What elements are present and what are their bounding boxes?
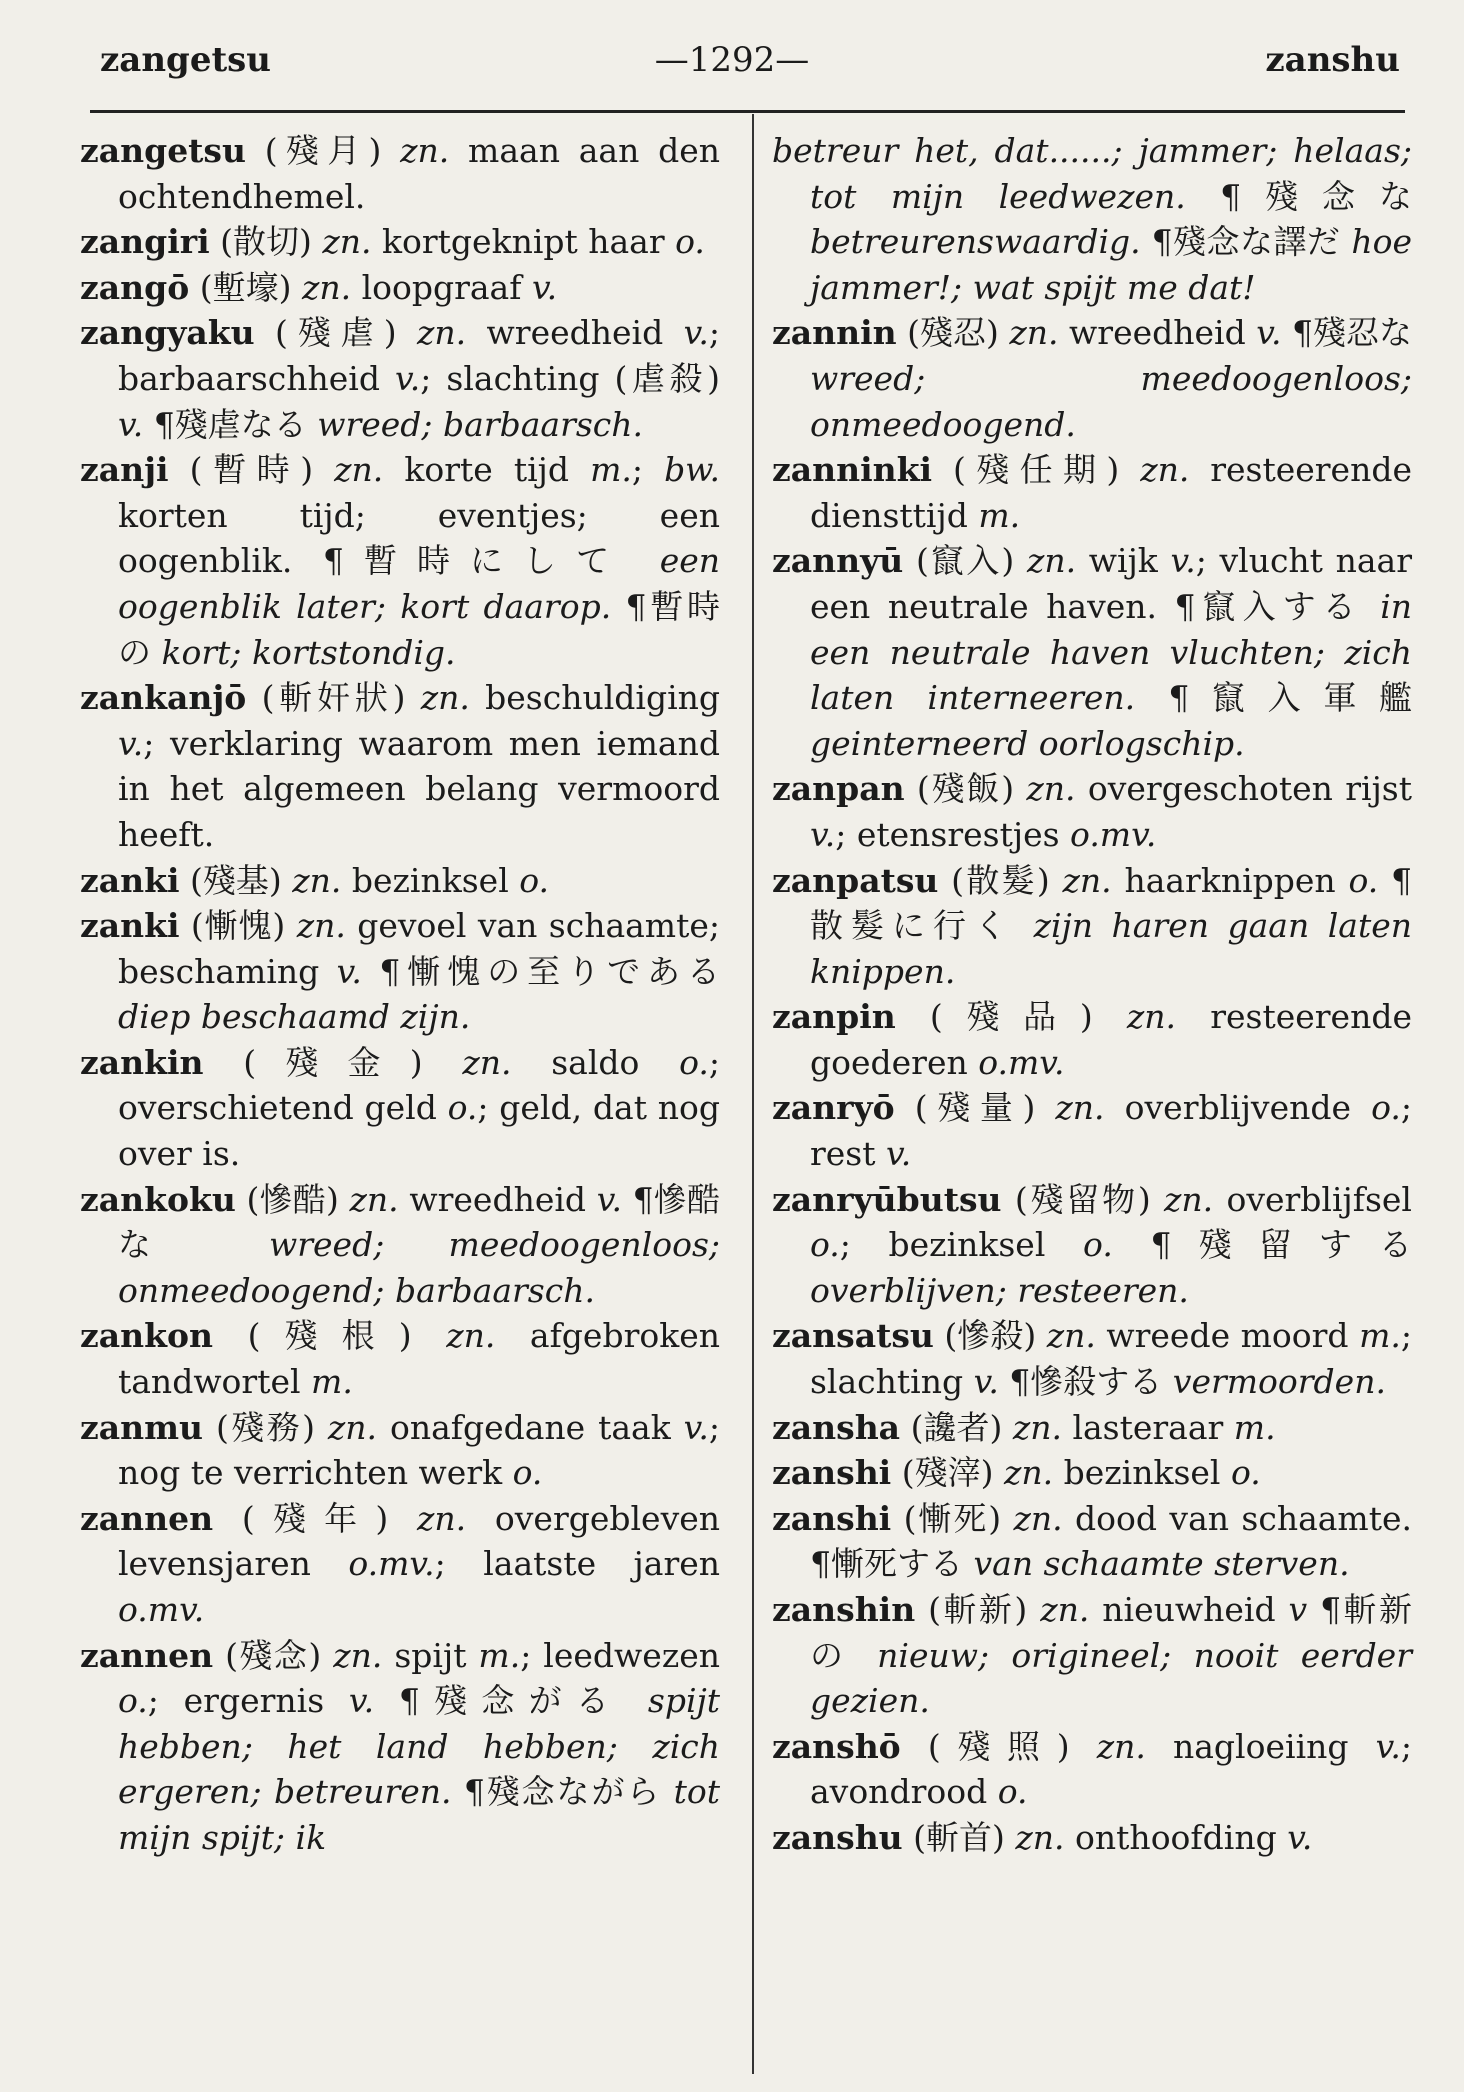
italic-gloss: een oogenblik later; kort daarop. [118, 541, 720, 626]
dictionary-entry [772, 858, 1412, 995]
italic-gloss: zn. [322, 222, 372, 262]
italic-gloss: nieuw; origineel; nooit eerder gezien. [810, 1635, 1412, 1721]
italic-gloss: zn. [1096, 1726, 1146, 1766]
italic-gloss: zn. [1140, 450, 1190, 490]
headword: zangyaku [80, 313, 255, 353]
gloss-text: ¶竄入軍艦 [1135, 678, 1412, 718]
italic-gloss: zn. [333, 1635, 383, 1675]
italic-gloss: v. [1375, 1726, 1401, 1766]
italic-gloss: v. [1256, 313, 1282, 353]
gloss-text: bezinksel [1053, 1453, 1231, 1493]
dictionary-entry [80, 219, 720, 265]
gloss-text: ; slachting (虐殺) [420, 358, 720, 398]
headword: zankin [80, 1042, 204, 1082]
italic-gloss: zn. [420, 678, 470, 718]
italic-gloss: zn. [327, 1407, 378, 1447]
italic-gloss: o.mv. [118, 1590, 205, 1629]
gloss-text: overblijvende [1104, 1088, 1372, 1128]
gloss-text: ; bezinksel [839, 1225, 1084, 1265]
italic-gloss: zn. [1062, 860, 1112, 900]
headword: zanpin [772, 997, 896, 1037]
gloss-text: (殘月) [246, 131, 401, 170]
italic-gloss: betreur het, dat......; jammer; helaas; tot mijn leedwezen. [772, 131, 1412, 216]
italic-gloss: o. [675, 222, 705, 262]
italic-gloss: diep beschaamd zijn. [118, 997, 471, 1037]
gloss-text: (殘根) [212, 1316, 447, 1356]
gloss-text: (殘照) [900, 1726, 1097, 1766]
gloss-text: (慚死) [891, 1498, 1014, 1538]
gloss-text: nieuwheid [1089, 1590, 1289, 1629]
gloss-text: ; slachting [810, 1316, 1412, 1402]
italic-gloss: o. [118, 1681, 148, 1721]
gloss-text: (慘殺) [933, 1316, 1047, 1356]
gloss-text: ¶慘殺する [998, 1362, 1173, 1402]
italic-gloss: v. [596, 1179, 622, 1219]
gloss-text: ¶斬新の [810, 1590, 1412, 1675]
gloss-text: (殘滓) [891, 1453, 1004, 1493]
italic-gloss: o.mv. [348, 1544, 435, 1584]
italic-gloss: zn. [1003, 1453, 1054, 1493]
headword: zansha [772, 1407, 901, 1447]
gloss-text: ; laatste jaren [434, 1544, 721, 1584]
italic-gloss: v. [1287, 1817, 1313, 1857]
headword: zangiri [80, 222, 210, 262]
running-head-right: zanshu [1265, 40, 1400, 80]
gloss-text: ¶慚愧の至りである [361, 951, 720, 991]
gloss-text: maan aan den ochtendhemel. [118, 131, 720, 216]
headword: zanshin [772, 1590, 916, 1629]
dictionary-entry [772, 1313, 1412, 1404]
italic-gloss: wreed; barbaarsch. [317, 404, 643, 444]
headword: zannen [80, 1498, 214, 1538]
gloss-text: ; ergernis [147, 1681, 349, 1721]
gloss-text: (散髮) [938, 860, 1063, 900]
gloss-text: (慘酷) [235, 1179, 350, 1219]
running-head-left: zangetsu [100, 40, 272, 80]
italic-gloss: o. [447, 1088, 478, 1128]
italic-gloss: overblijven; resteeren. [810, 1270, 1189, 1310]
italic-gloss: v. [118, 723, 144, 763]
headword: zanshu [772, 1817, 903, 1857]
gloss-text: onthoofding [1064, 1817, 1288, 1857]
gloss-text: (讒者) [900, 1407, 1013, 1447]
gloss-text: (殘務) [203, 1407, 328, 1447]
headword: zanji [80, 450, 169, 490]
gloss-text: (斬首) [902, 1817, 1016, 1857]
column-divider [752, 114, 754, 2074]
gloss-text: ; barbaarschheid [118, 313, 720, 398]
dictionary-entry [772, 310, 1412, 447]
gloss-text: kortgeknipt haar [371, 222, 676, 262]
dictionary-entry [80, 310, 720, 447]
italic-gloss: m. [478, 1635, 521, 1675]
gloss-text: (殘忍) [896, 313, 1010, 353]
dictionary-entry [772, 1405, 1412, 1451]
headword: zannyū [772, 541, 904, 581]
gloss-text: ¶殘念ながら [451, 1772, 674, 1812]
italic-gloss: zn. [292, 860, 342, 900]
dictionary-entry [80, 1405, 720, 1496]
italic-gloss: o. [810, 1225, 840, 1265]
italic-gloss: zn. [462, 1042, 512, 1082]
italic-gloss: zn. [1046, 1316, 1096, 1356]
headword: zanpatsu [772, 860, 939, 900]
italic-gloss: wreed; meedoogenloos; onmeedoogend; barbaarsch. [118, 1225, 720, 1310]
dictionary-entry [80, 675, 720, 857]
italic-gloss: v. [336, 951, 362, 991]
dictionary-entry [772, 1724, 1412, 1815]
italic-gloss: zn. [1026, 769, 1076, 809]
gloss-text: resteerende goederen [810, 997, 1412, 1082]
gloss-text: (殘任期) [932, 450, 1141, 490]
italic-gloss: v. [1170, 541, 1196, 581]
gloss-text: ¶殘念な [1185, 176, 1412, 216]
italic-gloss: spijt hebben; het land hebben; zich ergeren; betreuren. [118, 1681, 720, 1812]
italic-gloss: v. [348, 1681, 375, 1721]
gloss-text: ; overschietend geld [118, 1042, 721, 1128]
gloss-text: beschuldiging [469, 678, 720, 718]
italic-gloss: o. [519, 860, 550, 900]
gloss-text: (斬奸狀) [246, 678, 421, 718]
gloss-text: saldo [511, 1042, 680, 1082]
dictionary-entry [80, 1177, 720, 1314]
gloss-text: (殘飯) [904, 769, 1027, 809]
dictionary-entry [772, 1815, 1412, 1861]
dictionary-entry [80, 128, 720, 219]
gloss-text: lasteraar [1061, 1407, 1234, 1447]
dictionary-entry [772, 128, 1412, 310]
italic-gloss: o.mv. [978, 1042, 1065, 1082]
headword: zannin [772, 313, 897, 353]
gloss-text: overgeschoten rijst [1075, 769, 1412, 809]
gloss-text: (斬新) [915, 1590, 1041, 1629]
gloss-text: haarknippen [1111, 860, 1349, 900]
header-rule [90, 110, 1405, 113]
gloss-text: ¶殘忍な [1281, 313, 1412, 353]
gloss-text: loopgraaf [351, 267, 532, 307]
dictionary-entry [80, 1633, 720, 1861]
gloss-text: ; vlucht naar een neutrale haven. ¶竄入する [810, 541, 1412, 626]
italic-gloss: zn. [1012, 1407, 1062, 1447]
italic-gloss: zn. [296, 906, 346, 946]
italic-gloss: zn. [1040, 1590, 1090, 1629]
gloss-text: overgebleven levensjaren [118, 1498, 721, 1584]
gloss-text: ¶殘留する [1112, 1225, 1412, 1265]
italic-gloss: zn. [1164, 1179, 1214, 1219]
dictionary-entry [772, 766, 1412, 857]
italic-gloss: zn. [400, 131, 450, 170]
gloss-text: ; nog te verrichten werk [118, 1407, 720, 1493]
headword: zankoku [80, 1179, 236, 1219]
dictionary-entry [772, 1450, 1412, 1496]
headword: zanshi [772, 1453, 892, 1493]
gloss-text: overblijfsel [1213, 1179, 1412, 1219]
gloss-text: nagloeiing [1145, 1726, 1376, 1766]
gloss-text: (殘品) [895, 997, 1127, 1037]
italic-gloss: van schaamte sterven. [973, 1544, 1350, 1584]
headword: zanki [80, 906, 180, 946]
italic-gloss: tot mijn spijt; ik [118, 1772, 720, 1857]
italic-gloss: v. [886, 1134, 912, 1174]
gloss-text: (散切) [209, 222, 323, 262]
headword: zanryūbutsu [772, 1179, 1002, 1219]
italic-gloss: zn. [446, 1316, 496, 1356]
italic-gloss: kort; kortstondig. [161, 632, 456, 672]
gloss-text: wreedheid [398, 1179, 597, 1219]
gloss-text: ; [631, 450, 665, 490]
dictionary-entry [80, 447, 720, 675]
dictionary-entry [80, 858, 720, 904]
gloss-text: (慚愧) [179, 906, 297, 946]
gloss-text: wijk [1076, 541, 1171, 581]
headword: zannen [80, 1635, 214, 1675]
headword: zangō [80, 267, 190, 307]
headword: zanninki [772, 450, 933, 490]
italic-gloss: v [1288, 1590, 1308, 1629]
headword: zangetsu [80, 131, 246, 170]
dictionary-entry [772, 1496, 1412, 1587]
gloss-text: (竄入) [903, 541, 1027, 581]
gloss-text: wreede moord [1095, 1316, 1360, 1356]
italic-gloss: m. [1359, 1316, 1401, 1356]
italic-gloss: o. [512, 1453, 543, 1493]
dictionary-entry [772, 1177, 1412, 1314]
dictionary-entry [80, 903, 720, 1040]
italic-gloss: zn. [417, 313, 467, 353]
italic-gloss: vermoorden. [1172, 1362, 1386, 1402]
gloss-text: ; verklaring waarom men iemand in het algemeen belang vermoord heeft. [118, 723, 720, 854]
dictionary-entry [772, 1085, 1412, 1176]
gloss-text: afgebroken tandwortel [118, 1316, 720, 1402]
headword: zansatsu [772, 1316, 934, 1356]
italic-gloss: o. [1348, 860, 1379, 900]
gloss-text: (塹壕) [189, 267, 302, 307]
gloss-text: ; rest [810, 1088, 1413, 1174]
italic-gloss: zn. [1013, 1498, 1063, 1538]
gloss-text: korte tijd [383, 450, 591, 490]
italic-gloss: v. [810, 814, 836, 854]
italic-gloss: o. [1083, 1225, 1113, 1265]
italic-gloss: zn. [1026, 541, 1077, 581]
italic-gloss: v. [531, 267, 558, 307]
gloss-text: ; etensrestjes [835, 814, 1071, 854]
italic-gloss: v. [118, 404, 144, 444]
italic-gloss: zn. [349, 1179, 399, 1219]
gloss-text: (殘金) [203, 1042, 463, 1082]
dictionary-entry [80, 1313, 720, 1404]
dictionary-entry [772, 538, 1412, 766]
italic-gloss: o. [997, 1772, 1028, 1812]
dictionary-entry [80, 265, 720, 311]
italic-gloss: m. [590, 450, 632, 490]
gloss-text: spijt [382, 1635, 479, 1675]
italic-gloss: zijn haren gaan laten knippen. [810, 906, 1412, 991]
italic-gloss: m. [1233, 1407, 1276, 1447]
italic-gloss: bw. [664, 450, 721, 490]
italic-gloss: o.mv. [1070, 814, 1157, 854]
gloss-text: (暫時) [168, 450, 335, 490]
gloss-text: ; avondrood [810, 1726, 1412, 1812]
gloss-text: ¶殘念な譯だ [1140, 222, 1352, 262]
italic-gloss: m. [311, 1362, 353, 1402]
headword: zankon [80, 1316, 213, 1356]
italic-gloss: zn. [417, 1498, 467, 1538]
headword: zanpan [772, 769, 905, 809]
gloss-text: (殘年) [213, 1498, 418, 1538]
headword: zanmu [80, 1407, 204, 1447]
dictionary-entry [772, 1587, 1412, 1724]
right-column [772, 128, 1412, 1861]
gloss-text: (殘虐) [254, 313, 417, 353]
gloss-text: onafgedane taak [377, 1407, 684, 1447]
italic-gloss: zn. [301, 267, 352, 307]
gloss-text: ; geld, dat nog over is. [118, 1088, 720, 1174]
dictionary-entry [772, 447, 1412, 538]
gloss-text: (殘留物) [1001, 1179, 1165, 1219]
gloss-text: ¶殘虐なる [143, 404, 318, 444]
page-number: —1292— [654, 40, 810, 80]
italic-gloss: zn. [1015, 1817, 1065, 1857]
italic-gloss: zn. [1009, 313, 1059, 353]
italic-gloss: o. [1371, 1088, 1401, 1128]
left-column [80, 128, 720, 1861]
gloss-text: ; leedwezen [520, 1635, 720, 1675]
gloss-text: gevoel van schaamte; beschaming [118, 906, 720, 991]
headword: zanshō [772, 1726, 901, 1766]
italic-gloss: v. [395, 358, 421, 398]
dictionary-entry [772, 994, 1412, 1085]
italic-gloss: o. [679, 1042, 709, 1082]
dictionary-entry [80, 1496, 720, 1633]
gloss-text: ¶散髮に行く [810, 860, 1412, 946]
headword: zankanjō [80, 678, 247, 718]
italic-gloss: hoe jammer!; wat spijt me dat! [810, 222, 1412, 307]
dictionary-entry [80, 1040, 720, 1177]
gloss-text: korten tijd; eventjes; een oogenblik. ¶暫時にして [118, 495, 720, 581]
gloss-text: ¶殘念がる [374, 1681, 648, 1721]
italic-gloss: betreurenswaardig. [810, 222, 1141, 262]
gloss-text: (殘基) [179, 860, 293, 900]
italic-gloss: v. [683, 1407, 709, 1447]
italic-gloss: zn. [1126, 997, 1177, 1037]
gloss-text: wreedheid [466, 313, 684, 353]
italic-gloss: geinterneerd oorlogschip. [810, 723, 1245, 763]
gloss-text: resteerende diensttijd [810, 450, 1412, 535]
gloss-text: ¶暫時の [118, 586, 720, 672]
italic-gloss: zn. [1055, 1088, 1105, 1128]
gloss-text: ¶慘酷な [118, 1179, 720, 1265]
headword: zanki [80, 860, 180, 900]
italic-gloss: o. [1230, 1453, 1261, 1493]
gloss-text: (殘量) [894, 1088, 1056, 1128]
headword: zanryō [772, 1088, 895, 1128]
italic-gloss: in een neutrale haven vluchten; zich laten interneeren. [810, 586, 1412, 718]
italic-gloss: wreed; meedoogenloos; onmeedoogend. [810, 358, 1412, 444]
italic-gloss: v. [973, 1362, 999, 1402]
headword: zanshi [772, 1498, 892, 1538]
italic-gloss: zn. [334, 450, 384, 490]
gloss-text: (殘念) [213, 1635, 334, 1675]
gloss-text: bezinksel [341, 860, 520, 900]
gloss-text: dood van schaamte. ¶慚死する [810, 1498, 1412, 1584]
italic-gloss: v. [683, 313, 709, 353]
gloss-text: wreedheid [1058, 313, 1257, 353]
italic-gloss: m. [978, 495, 1021, 535]
